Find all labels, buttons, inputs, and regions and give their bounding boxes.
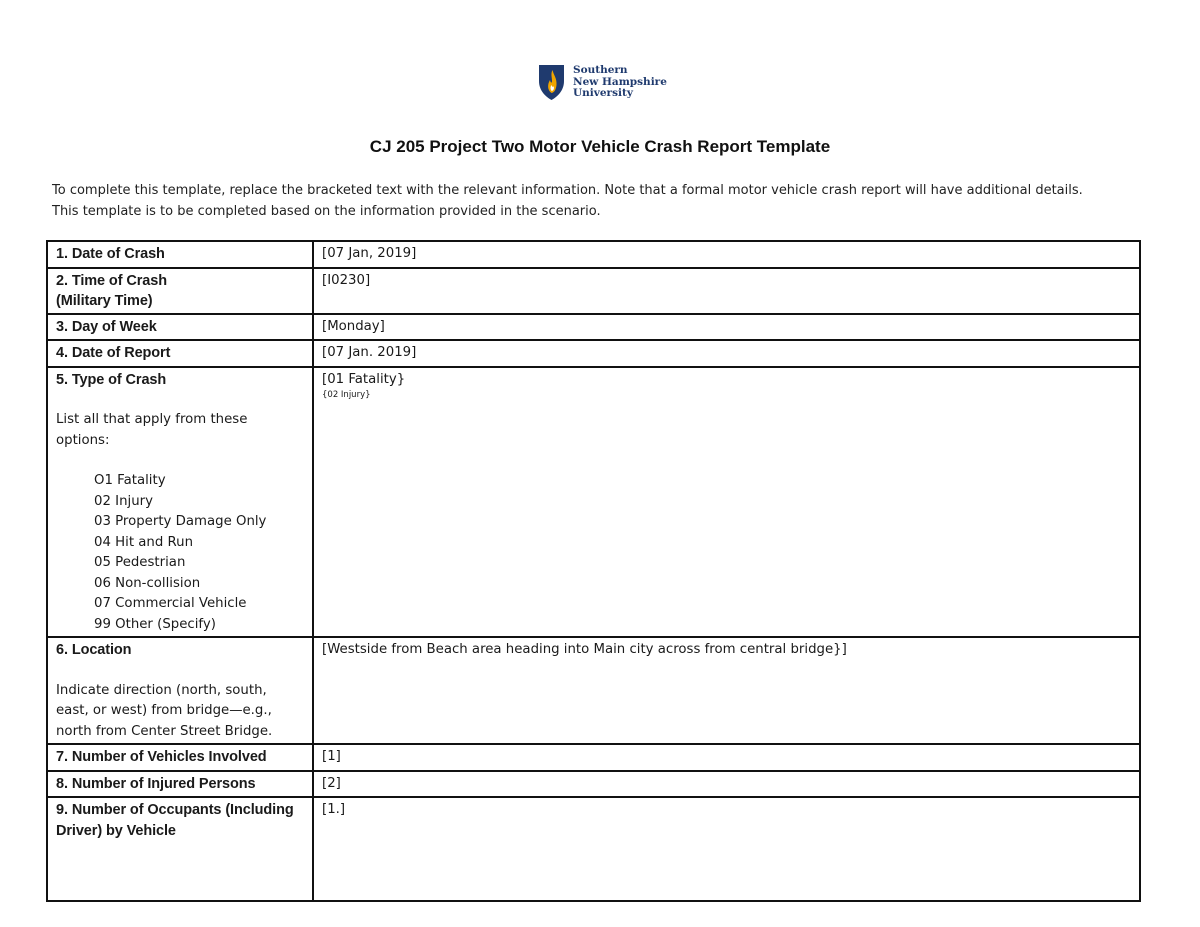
table-row-vehicles-involved [47,744,1140,771]
occupants-label: 9. Number of Occupants (Including [56,802,294,818]
location-instruction-3: north from Center Street Bridge. [56,723,273,739]
date-of-report-label: 4. Date of Report [56,345,171,361]
crash-type-options-list [94,471,304,635]
time-of-crash-sublabel: (Military Time) [56,293,153,309]
location-value: [Westside from Beach area heading into Main city across from central bridge}] [322,642,847,657]
type-of-crash-value: [01 Fatality} [322,371,406,387]
location-label: 6. Location [56,642,132,658]
spacer [56,661,304,681]
table-row-occupants [47,797,1140,901]
date-of-report-value: [07 Jan. 2019] [322,345,417,360]
shield-flame-icon [538,64,565,101]
table-row-date-of-crash [47,241,1140,268]
type-of-crash-instruction-2: options: [56,432,110,448]
intro-line-1: To complete this template, replace the bracketed text with the relevant information. Note that a formal motor vehicle crash report will have additional details. [52,183,1083,198]
date-of-crash-label: 1. Date of Crash [56,246,165,262]
intro-line-2: This template is to be completed based on the information provided in the scenario. [52,203,601,219]
list-item: 03 Property Damage Only [94,514,267,529]
time-of-crash-field[interactable] [313,268,1140,314]
time-of-crash-label: 2. Time of Crash [56,272,167,289]
injured-persons-value: [2] [322,775,341,791]
spacer [56,451,304,471]
day-of-week-field[interactable] [313,314,1140,341]
crash-report-table [46,240,1141,902]
location-field[interactable] [313,637,1140,744]
table-row-injured-persons [47,771,1140,798]
occupants-sublabel: Driver) by Vehicle [56,822,176,839]
label-cell [47,744,313,771]
vehicles-involved-value: [1] [322,749,341,764]
label-cell [47,367,313,638]
label-cell [47,314,313,341]
table-row-time-of-crash [47,268,1140,314]
day-of-week-value: [Monday] [322,318,385,334]
label-cell [47,797,313,901]
label-cell [47,340,313,367]
occupants-field[interactable] [313,797,1140,901]
injured-persons-field[interactable] [313,771,1140,798]
occupants-value: [1.] [322,802,346,817]
table-row-type-of-crash [47,367,1140,638]
list-item: 06 Non-collision [94,575,201,591]
table-row-location [47,637,1140,744]
label-cell [47,268,313,314]
university-name [573,65,667,100]
label-cell [47,771,313,798]
spacer [56,390,304,410]
intro-paragraph [52,181,1152,222]
table-row-date-of-report [47,340,1140,367]
university-name-line1: Southern [573,64,628,76]
university-name-line2: New Hampshire [573,75,667,88]
vehicles-involved-field[interactable] [313,744,1140,771]
injured-persons-label: 8. Number of Injured Persons [56,775,256,792]
university-logo [538,64,668,104]
label-cell [47,241,313,268]
list-item: 02 Injury [94,493,153,509]
day-of-week-label: 3. Day of Week [56,318,157,335]
type-of-crash-label: 5. Type of Crash [56,371,167,388]
date-of-report-field[interactable] [313,340,1140,367]
list-item: 04 Hit and Run [94,534,194,550]
location-instruction-2: east, or west) from bridge—e.g., [56,703,272,718]
location-instruction-1: Indicate direction (north, south, [56,682,267,698]
table-row-day-of-week [47,314,1140,341]
type-of-crash-secondary-value: {02 Injury} [322,390,371,400]
type-of-crash-instruction-1: List all that apply from these [56,412,248,427]
list-item: 99 Other (Specify) [94,616,216,632]
time-of-crash-value: [I0230] [322,272,371,288]
university-name-line3: University [573,87,633,99]
type-of-crash-field[interactable] [313,367,1140,638]
date-of-crash-field[interactable] [313,241,1140,268]
vehicles-involved-label: 7. Number of Vehicles Involved [56,749,267,765]
list-item: 07 Commercial Vehicle [94,596,247,611]
label-cell [47,637,313,744]
date-of-crash-value: [07 Jan, 2019] [322,246,417,261]
list-item: 05 Pedestrian [94,555,186,570]
document-title: CJ 205 Project Two Motor Vehicle Crash Report Template [369,137,831,156]
list-item: O1 Fatality [94,473,166,488]
